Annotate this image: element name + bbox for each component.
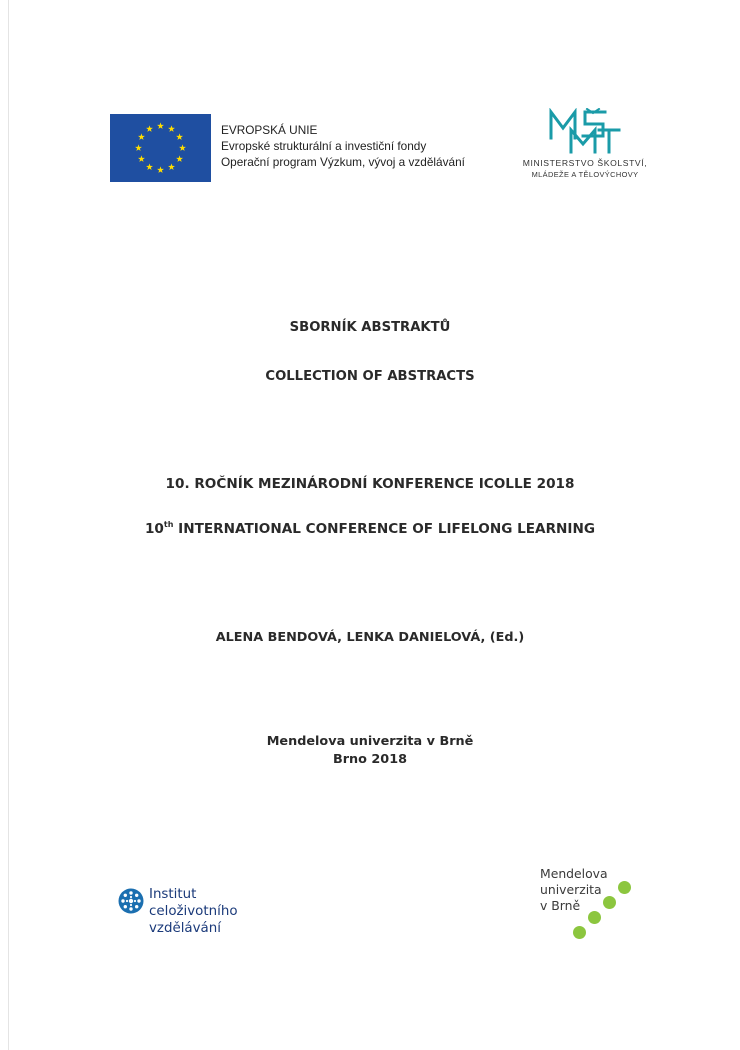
conference-czech: 10. ROČNÍK MEZINÁRODNÍ KONFERENCE ICOLLE 2018 [165,476,575,492]
eu-flag-logo [110,114,211,182]
mendelu-line-1: Mendelova [540,866,608,881]
eu-star-icon [176,133,183,140]
eu-star-icon [135,144,142,151]
eu-star-icon [157,122,164,129]
mendelu-logo [540,866,640,946]
mendelu-dot-icon [588,911,601,924]
eu-star-icon [138,133,145,140]
title-czech: SBORNÍK ABSTRAKTŮ [289,320,451,335]
eu-funding-text [221,122,465,170]
conference-ordinal: 10 [144,521,164,537]
icv-circle-icon [118,888,144,914]
eu-star-icon [138,155,145,162]
conference-name: INTERNATIONAL CONFERENCE OF LIFELONG LEARNING [173,521,596,537]
eu-line-2: Evropské strukturální a investiční fondy [221,139,427,153]
conference-ordinal-suffix: th [163,520,174,529]
title-english: COLLECTION OF ABSTRACTS [265,369,475,384]
eu-star-icon [146,125,153,132]
mendelu-dot-icon [573,926,586,939]
icv-line-2: celoživotního [149,904,238,919]
icv-line-1: Institut [149,887,197,902]
icv-line-3: vzdělávání [149,921,221,936]
msmt-logo [505,108,665,188]
mendelu-line-3: v Brně [540,898,581,913]
mendelu-line-2: univerzita [540,882,602,897]
publisher-name: Mendelova univerzita v Brně [266,734,474,749]
eu-star-icon [168,163,175,170]
mendelu-text [540,866,608,914]
eu-star-icon [146,163,153,170]
icv-text [149,886,238,937]
eu-star-icon [179,144,186,151]
eu-star-icon [157,166,164,173]
eu-star-icon [176,155,183,162]
msmt-name-line-1: MINISTERSTVO ŠKOLSTVÍ, [522,158,648,168]
eu-star-icon [168,125,175,132]
editors: ALENA BENDOVÁ, LENKA DANIELOVÁ, (Ed.) [215,630,525,645]
conference-english [0,520,740,537]
msmt-mark-icon [547,108,621,154]
publisher-place-year: Brno 2018 [332,752,408,767]
mendelu-dot-icon [603,896,616,909]
msmt-name-line-2: MLÁDEŽE A TĚLOVÝCHOVY [531,170,639,179]
eu-line-3: Operační program Výzkum, vývoj a vzdělávání [221,155,465,169]
mendelu-dot-icon [618,881,631,894]
eu-line-1: EVROPSKÁ UNIE [221,123,318,137]
